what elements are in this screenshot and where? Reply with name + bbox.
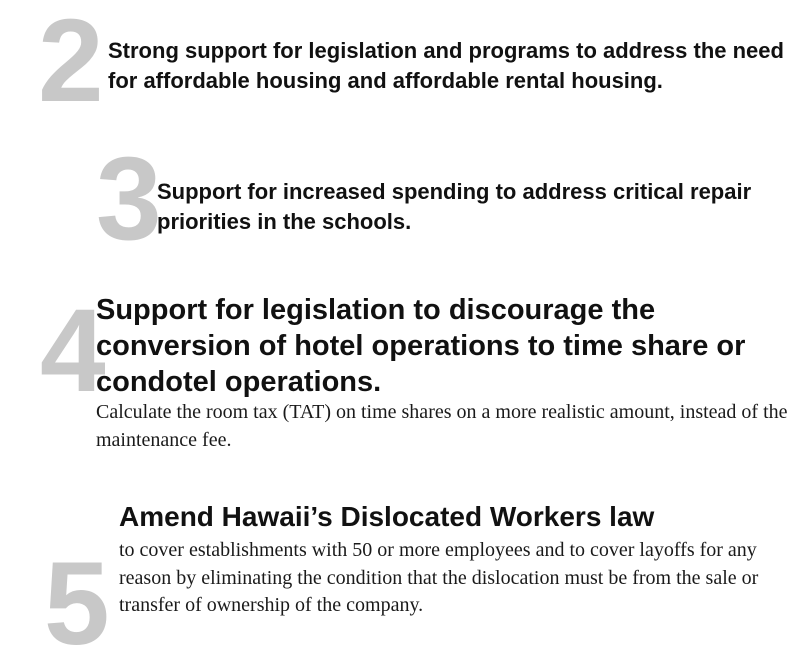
item-3-heading: Support for increased spending to address critical repair priorities in the schools. xyxy=(157,179,752,234)
item-number-3: 3 xyxy=(96,133,162,265)
item-number-2: 2 xyxy=(38,0,104,127)
item-4-heading: Support for legislation to discourage the conversion of hotel operations to time share or condotel operations. xyxy=(96,294,746,398)
item-5-heading: Amend Hawaii’s Dislocated Workers law xyxy=(119,501,655,532)
item-4-body: Calculate the room tax (TAT) on time shares on a more realistic amount, instead of the maintenance fee. xyxy=(96,401,788,451)
item-number-4: 4 xyxy=(40,285,106,417)
item-5-body: to cover establishments with 50 or more employees and to cover layoffs for any reason by eliminating the condition that the dislocation must be from the sale or transfer of ownership of the company. xyxy=(119,539,759,616)
item-number-5: 5 xyxy=(44,538,110,670)
item-2-heading: Strong support for legislation and programs to address the need for affordable housing and affordable rental housing. xyxy=(108,38,784,93)
